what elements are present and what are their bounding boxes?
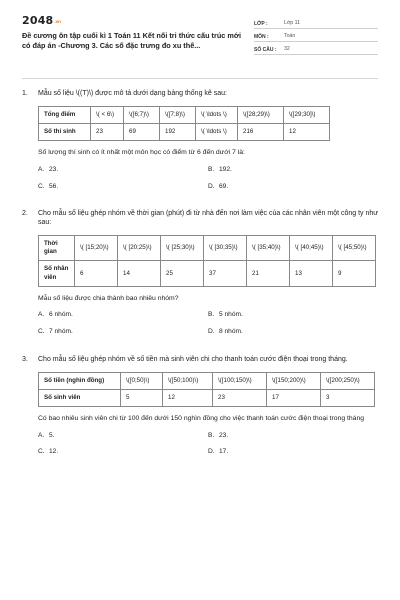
option-key: B. <box>208 311 215 319</box>
answer-option-c[interactable] <box>38 183 208 192</box>
option-text: 192. <box>219 166 232 174</box>
meta-value: Lớp 11 <box>284 20 300 27</box>
logo-text: 2048 <box>22 14 54 27</box>
table-cell: \([7;8)\) <box>160 107 196 124</box>
answer-option-a[interactable] <box>38 311 208 320</box>
table-row <box>39 389 375 406</box>
option-text: 23. <box>219 431 229 439</box>
header-divider <box>22 78 378 79</box>
answer-option-c[interactable] <box>38 328 208 337</box>
table-cell: 9 <box>333 261 376 286</box>
option-text: 5 nhóm. <box>219 311 243 319</box>
document-meta <box>254 14 378 66</box>
meta-row-subject <box>254 29 378 42</box>
table-cell: 37 <box>204 261 247 286</box>
data-table <box>38 106 330 141</box>
answer-options <box>38 432 378 465</box>
option-key: C. <box>38 448 45 456</box>
question-text: Mẫu số liệu \((T)\) được mô tả dưới dạng bảng thống kê sau: <box>38 90 227 97</box>
table-cell: \([6;7)\) <box>124 107 160 124</box>
option-text: 12. <box>49 448 59 456</box>
table-cell: 192 <box>160 124 196 141</box>
table-cell: \( \ldots \) <box>196 124 238 141</box>
question-number: 1. <box>22 90 28 97</box>
table-cell: \([28;29)\) <box>238 107 284 124</box>
table-cell: 25 <box>161 261 204 286</box>
document-header <box>22 14 378 66</box>
table-header-cell: Số nhân viên <box>39 261 75 286</box>
question-text: Cho mẫu số liệu ghép nhóm về số tiền mà sinh viên chi cho thanh toán cước điện thoại trong tháng. <box>38 355 348 363</box>
option-key: B. <box>208 431 215 439</box>
table-header-cell: Thời gian <box>39 236 75 261</box>
table-cell: \([200;250)\) <box>321 372 375 389</box>
meta-row-grade <box>254 16 378 29</box>
table-cell: 69 <box>124 124 160 141</box>
answer-options <box>38 311 378 344</box>
table-cell: \([150;200)\) <box>267 372 321 389</box>
table-header-cell: Số tiền (nghìn đồng) <box>39 372 121 389</box>
site-logo[interactable] <box>22 14 244 28</box>
answer-option-c[interactable] <box>38 448 208 457</box>
option-key: C. <box>38 328 45 335</box>
meta-label: MÔN : <box>254 33 269 40</box>
option-key: C. <box>38 182 45 190</box>
table-cell: 5 <box>121 389 163 406</box>
table-cell: \( [45;50)\) <box>333 236 376 261</box>
question-number: 3. <box>22 355 28 363</box>
option-key: D. <box>208 448 215 456</box>
answer-option-a[interactable] <box>38 166 208 175</box>
table-cell: 23 <box>91 124 124 141</box>
answer-option-b[interactable] <box>208 166 378 175</box>
table-header-cell: Tổng điểm <box>39 107 91 124</box>
meta-label: LỚP : <box>254 20 268 27</box>
table-header-cell: Số thí sinh <box>39 124 91 141</box>
table-cell: \( [40;45)\) <box>290 236 333 261</box>
table-cell: \([29;30]\) <box>284 107 330 124</box>
option-key: A. <box>38 431 45 439</box>
table-cell: 23 <box>213 389 267 406</box>
table-cell: 13 <box>290 261 333 286</box>
table-cell: \([50;100)\) <box>163 372 213 389</box>
table-cell: \( \ldots \) <box>196 107 238 124</box>
answer-options <box>38 166 378 199</box>
table-header-cell: Số sinh viên <box>39 389 121 406</box>
question-prompt: Có bao nhiêu sinh viên chi từ 100 đến dưới 150 nghìn đồng cho việc thanh toán cước điện thoại trong tháng <box>38 414 365 422</box>
answer-option-d[interactable] <box>208 328 378 337</box>
option-text: 8 nhóm. <box>219 328 243 335</box>
option-text: 56. <box>49 182 59 190</box>
data-table <box>38 372 375 407</box>
option-text: 17. <box>219 448 229 456</box>
option-text: 5. <box>49 431 55 439</box>
table-cell: 17 <box>267 389 321 406</box>
option-key: D. <box>208 328 215 335</box>
table-cell: 12 <box>284 124 330 141</box>
table-cell: 216 <box>238 124 284 141</box>
question-prompt: Số lượng thí sinh có ít nhất một môn học có điểm từ 6 đến dưới 7 là: <box>38 149 245 157</box>
table-row <box>39 236 376 261</box>
logo-suffix: .vn <box>54 19 61 25</box>
option-text: 6 nhóm. <box>49 311 73 319</box>
table-row <box>39 124 330 141</box>
table-cell: 3 <box>321 389 375 406</box>
table-row <box>39 372 375 389</box>
option-key: A. <box>38 166 45 174</box>
option-text: 69. <box>219 182 229 190</box>
meta-row-question-count <box>254 42 378 55</box>
answer-option-b[interactable] <box>208 432 378 441</box>
meta-value: Toán <box>284 33 296 40</box>
table-cell: 12 <box>163 389 213 406</box>
question-text: Cho mẫu số liệu ghép nhóm về thời gian (phút) đi từ nhà đến nơi làm việc của các nhân viên một công ty như sau: <box>38 210 378 227</box>
header-left <box>22 14 244 66</box>
table-cell: \( [30;35)\) <box>204 236 247 261</box>
data-table <box>38 235 376 286</box>
table-cell: \( < 6\) <box>91 107 124 124</box>
option-text: 23. <box>49 166 59 174</box>
option-key: A. <box>38 311 45 319</box>
option-key: D. <box>208 182 215 190</box>
option-key: B. <box>208 166 215 174</box>
meta-label: SỐ CÂU : <box>254 46 277 53</box>
table-cell: \( [20;25)\) <box>118 236 161 261</box>
table-row <box>39 261 376 286</box>
question-2 <box>22 209 378 344</box>
question-number: 2. <box>22 210 28 218</box>
option-text: 7 nhóm. <box>49 328 73 335</box>
table-cell: \([100;150)\) <box>213 372 267 389</box>
answer-option-d[interactable] <box>208 448 378 457</box>
answer-option-b[interactable] <box>208 311 378 320</box>
table-cell: \( [15;20)\) <box>75 236 118 261</box>
table-cell: \( [35;40)\) <box>247 236 290 261</box>
meta-value: 32 <box>284 46 290 53</box>
answer-option-a[interactable] <box>38 432 208 441</box>
table-cell: 21 <box>247 261 290 286</box>
table-cell: 6 <box>75 261 118 286</box>
table-cell: \( [25;30)\) <box>161 236 204 261</box>
table-row <box>39 107 330 124</box>
table-cell: 14 <box>118 261 161 286</box>
question-3 <box>22 355 378 465</box>
question-prompt: Mẫu số liệu được chia thành bao nhiêu nhóm? <box>38 294 179 302</box>
question-1 <box>22 89 378 199</box>
document-title: Đề cương ôn tập cuối kì 1 Toán 11 Kết nối tri thức cấu trúc mới có đáp án -Chương 3. Các số đặc trưng đo xu thế... <box>22 31 242 50</box>
table-cell: \([0;50)\) <box>121 372 163 389</box>
answer-option-d[interactable] <box>208 183 378 192</box>
